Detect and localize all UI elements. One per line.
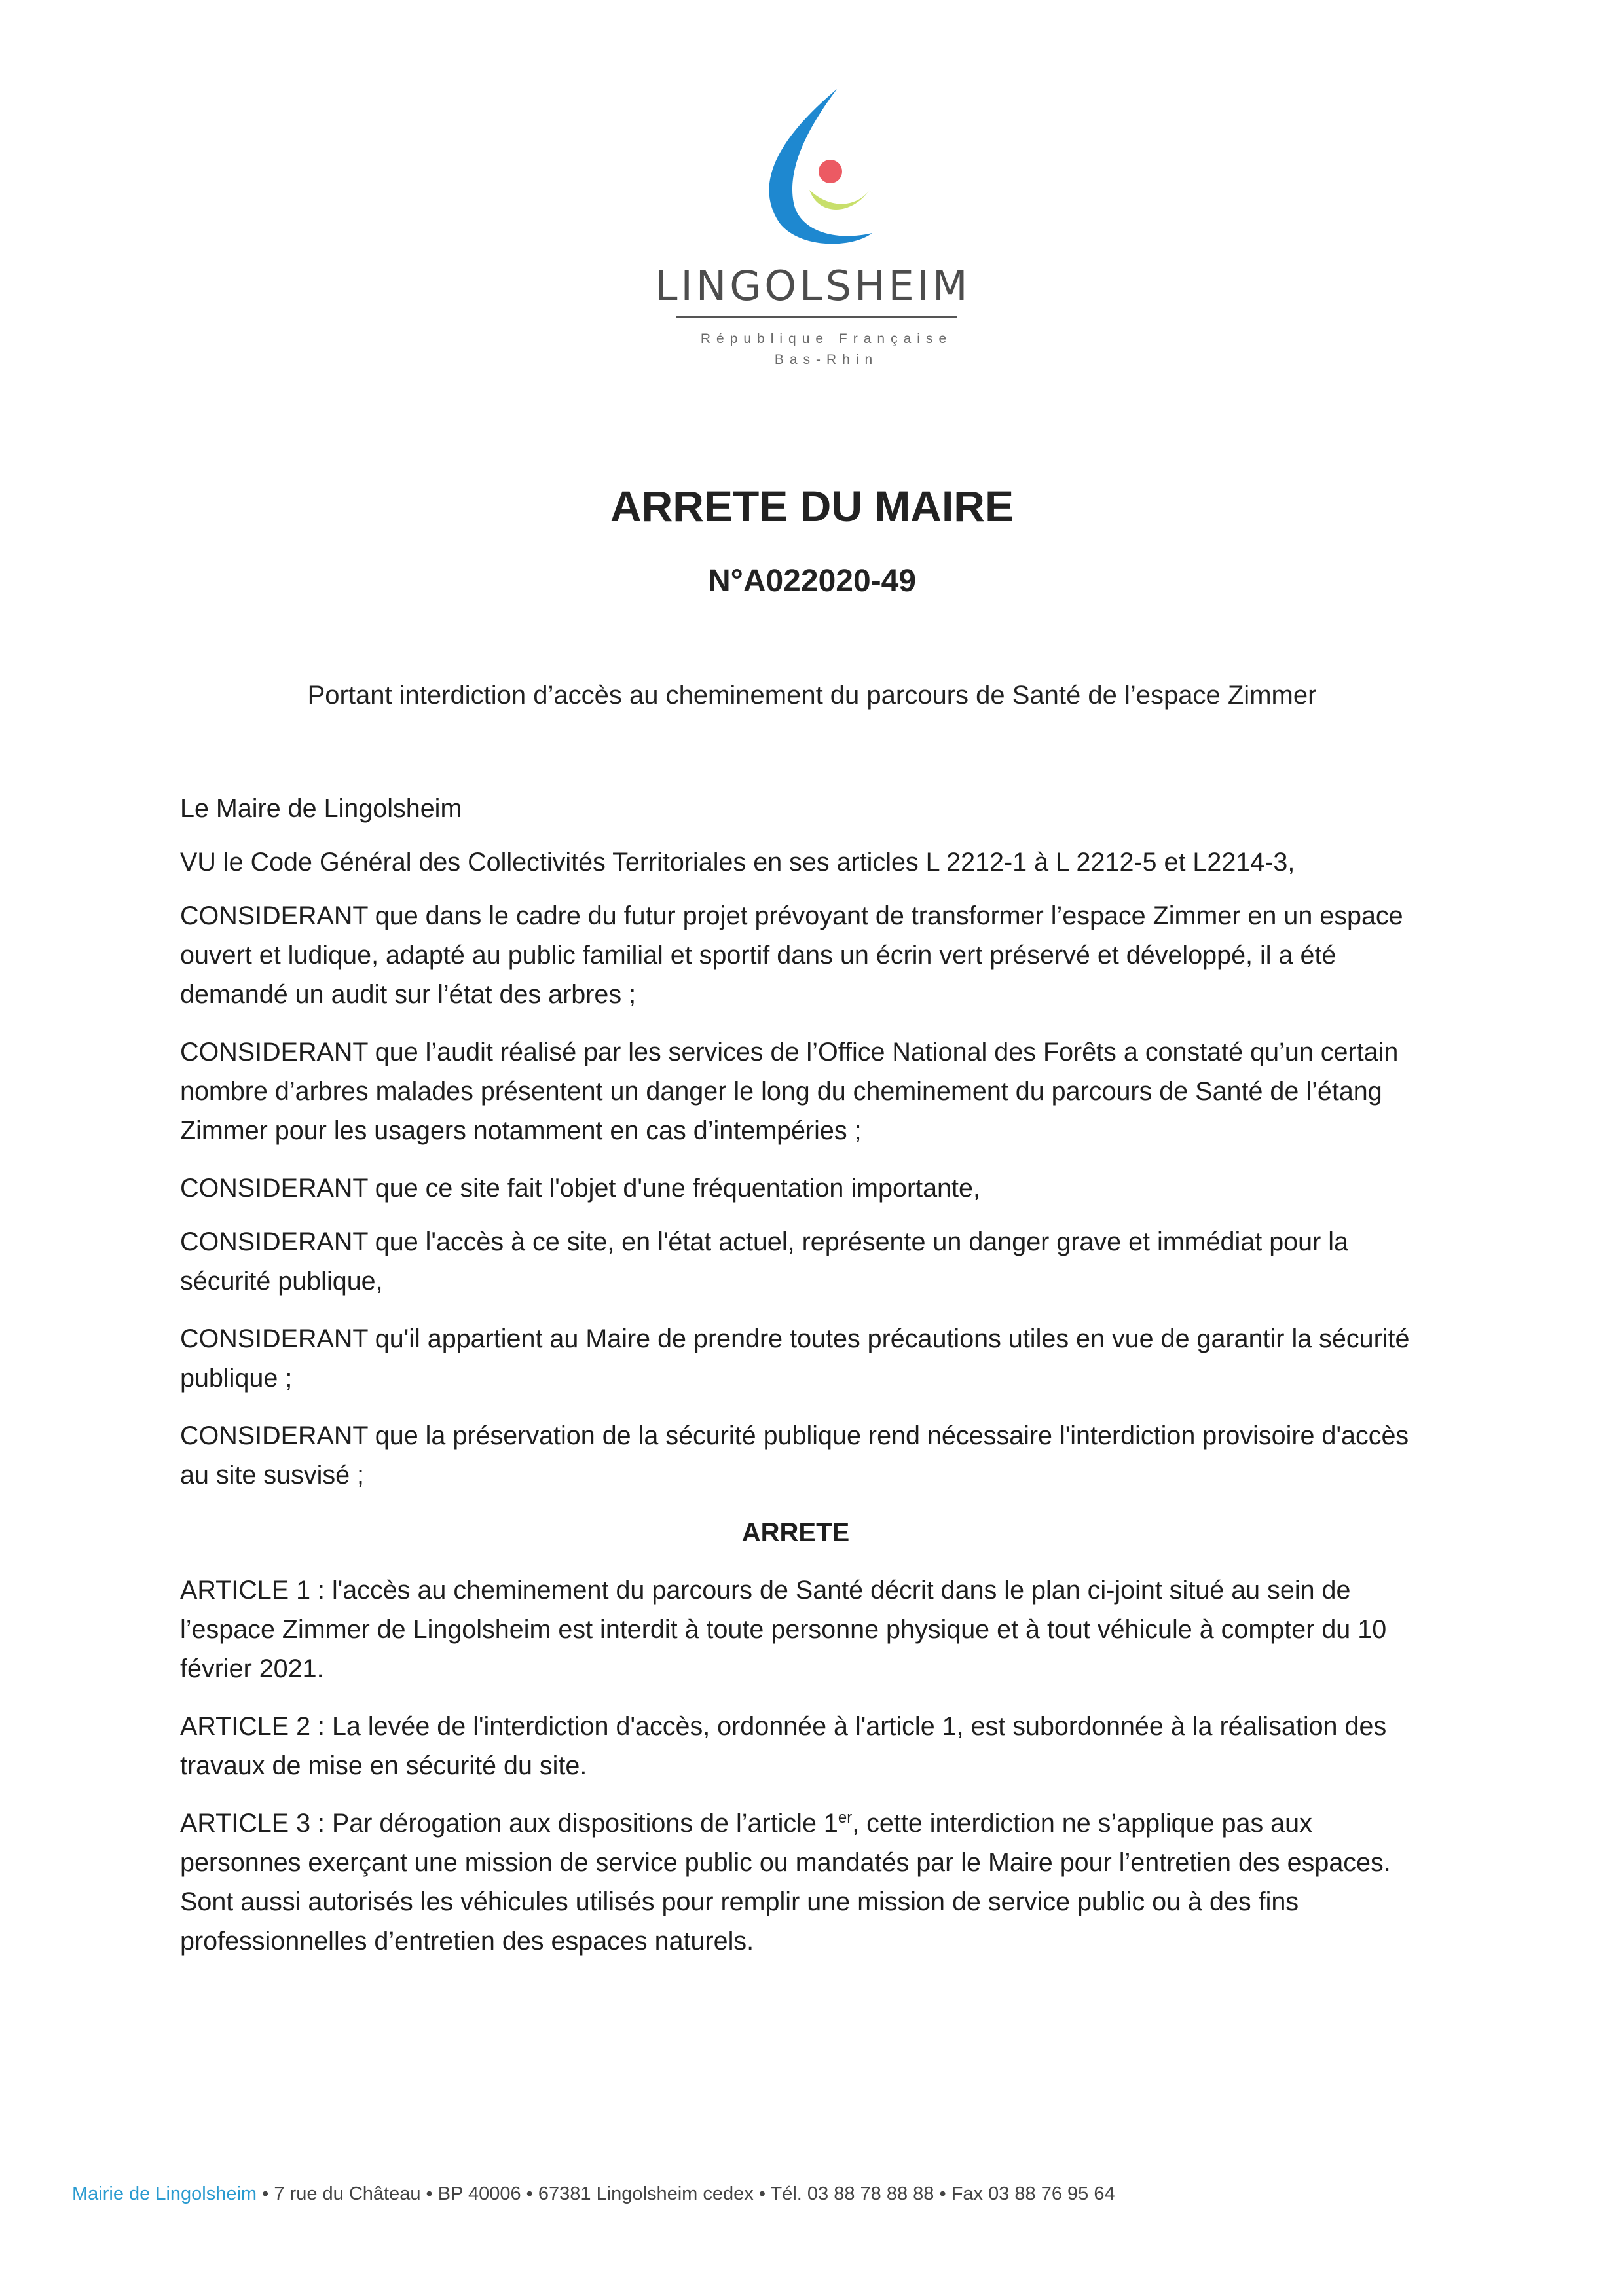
considerant-6: CONSIDERANT que la préservation de la sécurité publique rend nécessaire l'interdiction provisoire d'accès au site susvisé ;	[180, 1421, 1409, 1489]
considerant-1: CONSIDERANT que dans le cadre du futur projet prévoyant de transformer l’espace Zimmer en un espace ouvert et ludique, adapté au public familial et sportif dans un écrin vert préservé et développé, il a été demandé un audit sur l’état des arbres ;	[180, 902, 1403, 1009]
article-1: ARTICLE 1 : l'accès au cheminement du parcours de Santé décrit dans le plan ci-joint situé au sein de l’espace Zimmer de Lingolsheim est interdit à toute personne physique et à tout véhicule à compter du 10 février 2021.	[180, 1576, 1387, 1683]
logo-divider	[676, 316, 957, 318]
considerant-5: CONSIDERANT qu'il appartient au Maire de prendre toutes précautions utiles en vue de garantir la sécurité publique ;	[180, 1324, 1410, 1393]
article-3	[180, 1804, 1411, 1961]
footer-org-name: Mairie de Lingolsheim	[72, 2183, 257, 2204]
considerant-4: CONSIDERANT que l'accès à ce site, en l'état actuel, représente un danger grave et immédiat pour la sécurité publique,	[180, 1228, 1348, 1296]
lingolsheim-emblem-icon	[753, 85, 877, 249]
decree-heading: ARRETE	[741, 1518, 850, 1547]
footer-address	[72, 2183, 1578, 2205]
logo-city-name: LINGOLSHEIM	[655, 262, 971, 310]
article-2: ARTICLE 2 : La levée de l'interdiction d'accès, ordonnée à l'article 1, est subordonnée à la réalisation des travaux de mise en sécurité du site.	[180, 1712, 1387, 1780]
decree-subject: Portant interdiction d’accès au cheminement du parcours de Santé de l’espace Zimmer	[307, 681, 1317, 710]
article-3-superscript: er	[838, 1808, 853, 1827]
decree-body	[180, 789, 1411, 1979]
document-title: ARRETE DU MAIRE	[610, 482, 1014, 530]
city-logo	[655, 85, 969, 373]
article-3-start: ARTICLE 3 : Par dérogation aux dispositions de l’article 1	[180, 1809, 838, 1838]
logo-department: Bas-Rhin	[774, 352, 879, 367]
footer-contact: • 7 rue du Château • BP 40006 • 67381 Lingolsheim cedex • Tél. 03 88 78 88 88 • Fax 03 88 76 95 64	[257, 2183, 1115, 2204]
considerant-3: CONSIDERANT que ce site fait l'objet d'une fréquentation importante,	[180, 1174, 980, 1203]
legal-basis: VU le Code Général des Collectivités Territoriales en ses articles L 2212-1 à L 2212-5 et L2214-3,	[180, 848, 1295, 877]
article-3-end: , cette interdiction ne s’applique pas aux personnes exerçant une mission de service public ou mandatés par le Maire pour l’entretien des espaces. Sont aussi autorisés les véhicules utilisés pour remplir une mission de service public ou à des fins professionnelles d’entretien des espaces naturels.	[180, 1809, 1391, 1956]
decree-number: N°A022020-49	[707, 564, 917, 598]
logo-country: République Française	[700, 331, 953, 346]
considerant-2: CONSIDERANT que l’audit réalisé par les services de l’Office National des Forêts a constaté qu’un certain nombre d’arbres malades présentent un danger le long du cheminement du parcours de Santé de l’étang Zimmer pour les usagers notamment en cas d’intempéries ;	[180, 1038, 1399, 1145]
intro-line: Le Maire de Lingolsheim	[180, 794, 462, 823]
